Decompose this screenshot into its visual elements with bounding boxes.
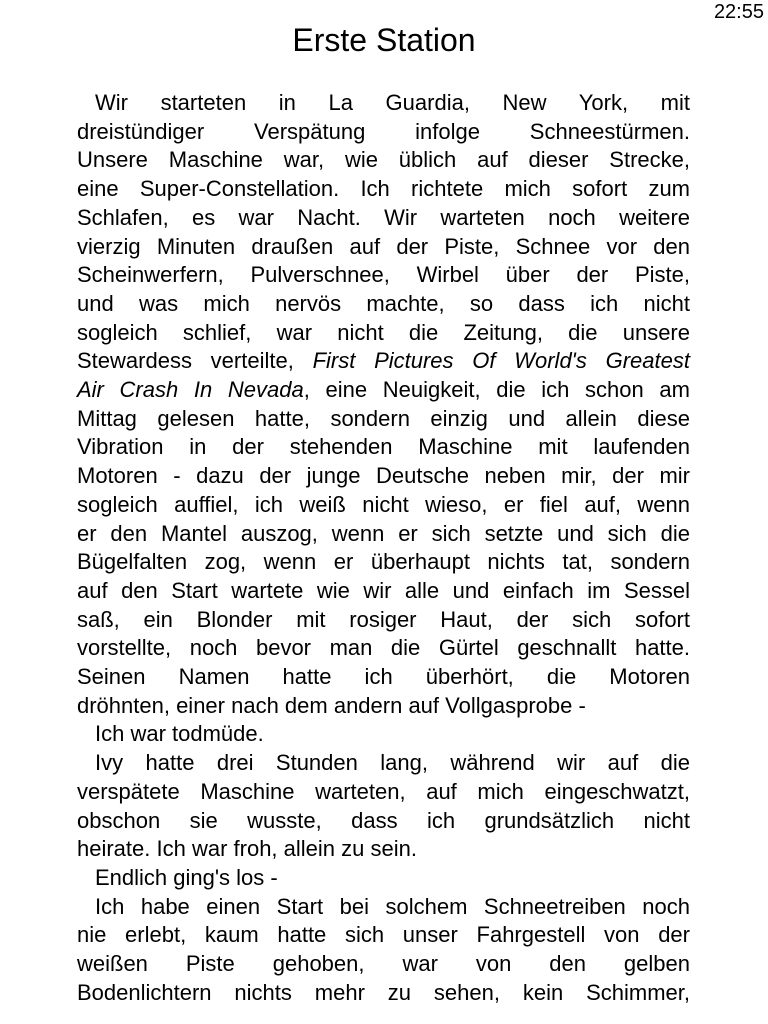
text-segment: Seinen Namen hatte ich überhört, die Motoren (77, 664, 690, 690)
text-line (77, 835, 690, 864)
text-line (77, 261, 690, 290)
text-line (77, 146, 690, 175)
text-line (77, 175, 690, 204)
text-line (77, 376, 690, 405)
text-line (77, 462, 690, 491)
text-line (77, 433, 690, 462)
text-line (77, 577, 690, 606)
text-segment: und was mich nervös machte, so dass ich nicht (77, 290, 690, 316)
text-segment: dröhnten, einer nach dem andern auf Vollgasprobe - (77, 692, 586, 718)
text-segment: Unsere Maschine war, wie üblich auf dieser Strecke, (77, 147, 690, 173)
text-line (77, 520, 690, 549)
text-segment: , eine Neuigkeit, die ich schon am (303, 377, 690, 403)
text-segment: Endlich ging's los - (95, 864, 278, 890)
text-segment: Wir starteten in La Guardia, New York, mit (95, 90, 690, 115)
text-segment: Ich habe einen Start bei solchem Schneetreiben noch (95, 893, 690, 919)
paragraph (77, 89, 690, 720)
text-segment: dreistündiger Verspätung infolge Schneestürmen. (77, 118, 690, 144)
page-text (77, 89, 690, 1008)
text-segment: obschon sie wusste, dass ich grundsätzlich nicht (77, 807, 690, 833)
text-segment: sogleich schlief, war nicht die Zeitung, die unsere (77, 319, 690, 345)
text-segment: Motoren - dazu der junge Deutsche neben mir, der mir (77, 463, 690, 489)
text-segment: Stewardess verteilte, (77, 348, 313, 374)
text-segment: vierzig Minuten draußen auf der Piste, Schnee vor den (77, 233, 690, 259)
text-line (77, 663, 690, 692)
text-line (77, 864, 690, 893)
text-line (77, 347, 690, 376)
status-clock: 22:55 (713, 1, 764, 23)
italic-text: First Pictures Of World's Greatest (312, 348, 690, 374)
text-line (77, 720, 690, 749)
text-line (77, 950, 690, 979)
italic-text: Air Crash In Nevada (77, 377, 304, 403)
text-segment: Schlafen, es war Nacht. Wir warteten noch weitere (77, 204, 690, 230)
text-line (77, 606, 690, 635)
paragraph (77, 893, 690, 1008)
text-segment: sogleich auffiel, ich weiß nicht wieso, er fiel auf, wenn (77, 491, 690, 517)
text-segment: er den Mantel auszog, wenn er sich setzte und sich die (77, 520, 690, 546)
text-line (77, 233, 690, 262)
paragraph (77, 864, 690, 893)
chapter-title: Erste Station (292, 22, 476, 58)
text-segment: eine Super-Constellation. Ich richtete mich sofort zum (77, 176, 690, 202)
text-line (77, 807, 690, 836)
text-line (77, 319, 690, 348)
text-segment: Ivy hatte drei Stunden lang, während wir auf die (95, 750, 690, 776)
text-segment: nie erlebt, kaum hatte sich unser Fahrgestell von der (77, 922, 690, 948)
text-segment: saß, ein Blonder mit rosiger Haut, der sich sofort (77, 606, 690, 632)
text-segment: Scheinwerfern, Pulverschnee, Wirbel über der Piste, (77, 262, 690, 288)
text-line (77, 491, 690, 520)
text-line (77, 290, 690, 319)
paragraph (77, 749, 690, 864)
text-line (77, 118, 690, 147)
text-line (77, 979, 690, 1008)
text-segment: verspätete Maschine warteten, auf mich eingeschwatzt, (77, 778, 690, 804)
text-segment: Mittag gelesen hatte, sondern einzig und allein diese (77, 405, 690, 431)
text-segment: Vibration in der stehenden Maschine mit laufenden (77, 434, 690, 460)
text-line (77, 204, 690, 233)
text-line (77, 548, 690, 577)
text-segment: weißen Piste gehoben, war von den gelben (77, 951, 690, 977)
text-line (77, 634, 690, 663)
text-segment: Bügelfalten zog, wenn er überhaupt nichts tat, sondern (77, 549, 690, 575)
text-segment: Bodenlichtern nichts mehr zu sehen, kein Schimmer, (77, 979, 690, 1005)
text-line (77, 921, 690, 950)
text-line (77, 893, 690, 922)
text-line (77, 89, 690, 118)
text-line (77, 405, 690, 434)
text-segment: vorstellte, noch bevor man die Gürtel geschnallt hatte. (77, 635, 690, 661)
text-line (77, 692, 690, 721)
text-segment: auf den Start wartete wie wir alle und einfach im Sessel (77, 577, 690, 603)
text-line (77, 749, 690, 778)
text-line (77, 778, 690, 807)
text-segment: Ich war todmüde. (95, 721, 264, 747)
paragraph (77, 720, 690, 749)
text-segment: heirate. Ich war froh, allein zu sein. (77, 836, 417, 862)
